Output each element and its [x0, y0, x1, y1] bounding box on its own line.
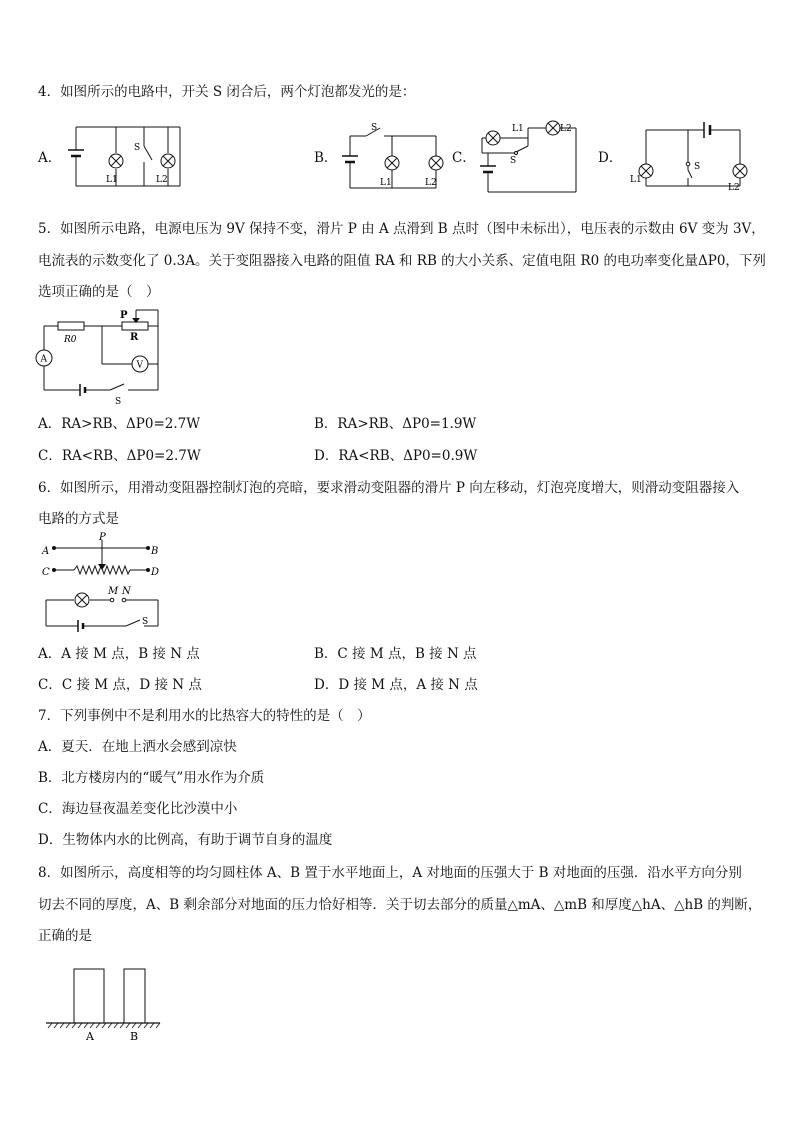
- q8-stem-line3: 正确的是: [38, 928, 92, 944]
- cylinder-a: [74, 969, 104, 1023]
- q7-option-b[interactable]: B．北方楼房内的“暖气”用水作为介质: [38, 770, 265, 786]
- q6-option-d[interactable]: D．D 接 M 点，A 接 N 点: [314, 677, 478, 693]
- q4-stem: 4．如图所示的电路中，开关 S 闭合后，两个灯泡都发光的是：: [38, 84, 416, 100]
- q5-figure: [36, 306, 166, 406]
- q5-stem-line1: 5．如图所示电路，电源电压为 9V 保持不变，滑片 P 由 A 点滑到 B 点时（图中未标出），电压表的示数由 6V 变为 3V，: [38, 221, 765, 237]
- q6-b-label: B: [151, 546, 159, 557]
- q7-option-a[interactable]: A．夏天．在地上洒水会感到凉快: [38, 739, 237, 755]
- q6-m-label: M: [108, 586, 119, 597]
- q5-switch-label: S: [115, 397, 122, 407]
- q5-voltmeter-label: V: [136, 360, 143, 371]
- q6-stem-line2: 电路的方式是: [38, 511, 119, 527]
- q4b-l1-label: L1: [380, 178, 392, 188]
- cylinder-b: [124, 969, 145, 1023]
- q8-stem-line2: 切去不同的厚度，A、B 剩余部分对地面的压力恰好相等．关于切去部分的质量△mA、△mB 和厚度△hA、△hB 的判断，: [38, 897, 762, 913]
- q8-a-label: A: [86, 1030, 94, 1043]
- q5-p-label: P: [120, 310, 128, 321]
- q8-stem-line1: 8．如图所示，高度相等的均匀圆柱体 A、B 置于水平地面上，A 对地面的压强大于 B 对地面的压强．沿水平方向分别: [38, 865, 742, 881]
- q7-option-d[interactable]: D．生物体内水的比例高，有助于调节自身的温度: [38, 832, 333, 848]
- lamp-icon: [429, 156, 443, 170]
- q4-figure-a: [60, 122, 185, 194]
- q4-option-c-label: C．: [452, 150, 476, 166]
- q5-r-label: R: [130, 332, 139, 343]
- lamp-icon: [546, 121, 560, 135]
- q8-figure: [44, 964, 164, 1044]
- q4c-l2-label: L2: [560, 124, 572, 134]
- q5-ammeter-label: A: [40, 354, 47, 365]
- q7-stem: 7．下列事例中不是利用水的比热容大的特性的是（ ）: [38, 708, 371, 724]
- q5-stem-line2: 电流表的示数变化了 0.3A。关于变阻器接入电路的阻值 RA 和 RB 的大小关系、定值电阻 R0 的电功率变化量ΔP0，下列: [38, 253, 766, 269]
- q6-switch-label: S: [142, 617, 149, 627]
- q6-c-label: C: [42, 567, 50, 578]
- q4d-l1-label: L1: [630, 175, 642, 185]
- q4c-switch-label: S: [510, 156, 517, 166]
- q6-stem-line1: 6．如图所示，用滑动变阻器控制灯泡的亮暗，要求滑动变阻器的滑片 P 向左移动，灯泡亮度增大，则滑动变阻器接入: [38, 480, 740, 496]
- q5-option-d[interactable]: D．RA<RB、ΔP0=0.9W: [314, 448, 478, 464]
- q6-option-a[interactable]: A．A 接 M 点，B 接 N 点: [38, 646, 200, 662]
- q4a-l2-label: L2: [156, 175, 168, 185]
- lamp-icon: [109, 154, 123, 168]
- q4-option-d-label: D．: [598, 150, 623, 166]
- q4-figure-b: [336, 122, 451, 194]
- q5-option-b[interactable]: B．RA>RB、ΔP0=1.9W: [314, 416, 477, 432]
- q6-option-c[interactable]: C．C 接 M 点，D 接 N 点: [38, 677, 202, 693]
- q4c-l1-label: L1: [512, 124, 524, 134]
- q6-d-label: D: [151, 567, 160, 578]
- q5-stem-line3: 选项正确的是（ ）: [38, 284, 160, 300]
- q6-a-label: A: [42, 546, 50, 557]
- q7-option-c[interactable]: C．海边昼夜温差变化比沙漠中小: [38, 801, 238, 817]
- q6-figure: [40, 534, 170, 634]
- lamp-icon: [385, 156, 399, 170]
- q6-option-b[interactable]: B．C 接 M 点，B 接 N 点: [314, 646, 477, 662]
- lamp-icon: [486, 131, 500, 145]
- q6-p-label: P: [99, 532, 106, 543]
- q4-figure-c: [472, 122, 582, 194]
- q5-r0-label: R0: [64, 335, 77, 345]
- lamp-icon: [161, 154, 175, 168]
- q4b-l2-label: L2: [425, 178, 437, 188]
- q4a-switch-label: S: [134, 143, 141, 153]
- q4-option-a-label: A．: [38, 150, 62, 166]
- q5-option-c[interactable]: C．RA<RB、ΔP0=2.7W: [38, 448, 201, 464]
- q4d-switch-label: S: [694, 162, 701, 172]
- ammeter-icon: [36, 350, 52, 366]
- lamp-icon: [75, 593, 89, 607]
- q4b-switch-label: S: [371, 123, 378, 133]
- voltmeter-icon: [132, 356, 148, 372]
- lamp-icon: [733, 164, 747, 178]
- q4-option-b-label: B．: [314, 150, 338, 166]
- q4-figure-d: [624, 120, 754, 194]
- q6-n-label: N: [122, 586, 131, 597]
- q5-option-a[interactable]: A．RA>RB、ΔP0=2.7W: [38, 416, 201, 432]
- q4a-l1-label: L1: [106, 175, 118, 185]
- q8-b-label: B: [130, 1030, 139, 1043]
- q4d-l2-label: L2: [728, 183, 740, 193]
